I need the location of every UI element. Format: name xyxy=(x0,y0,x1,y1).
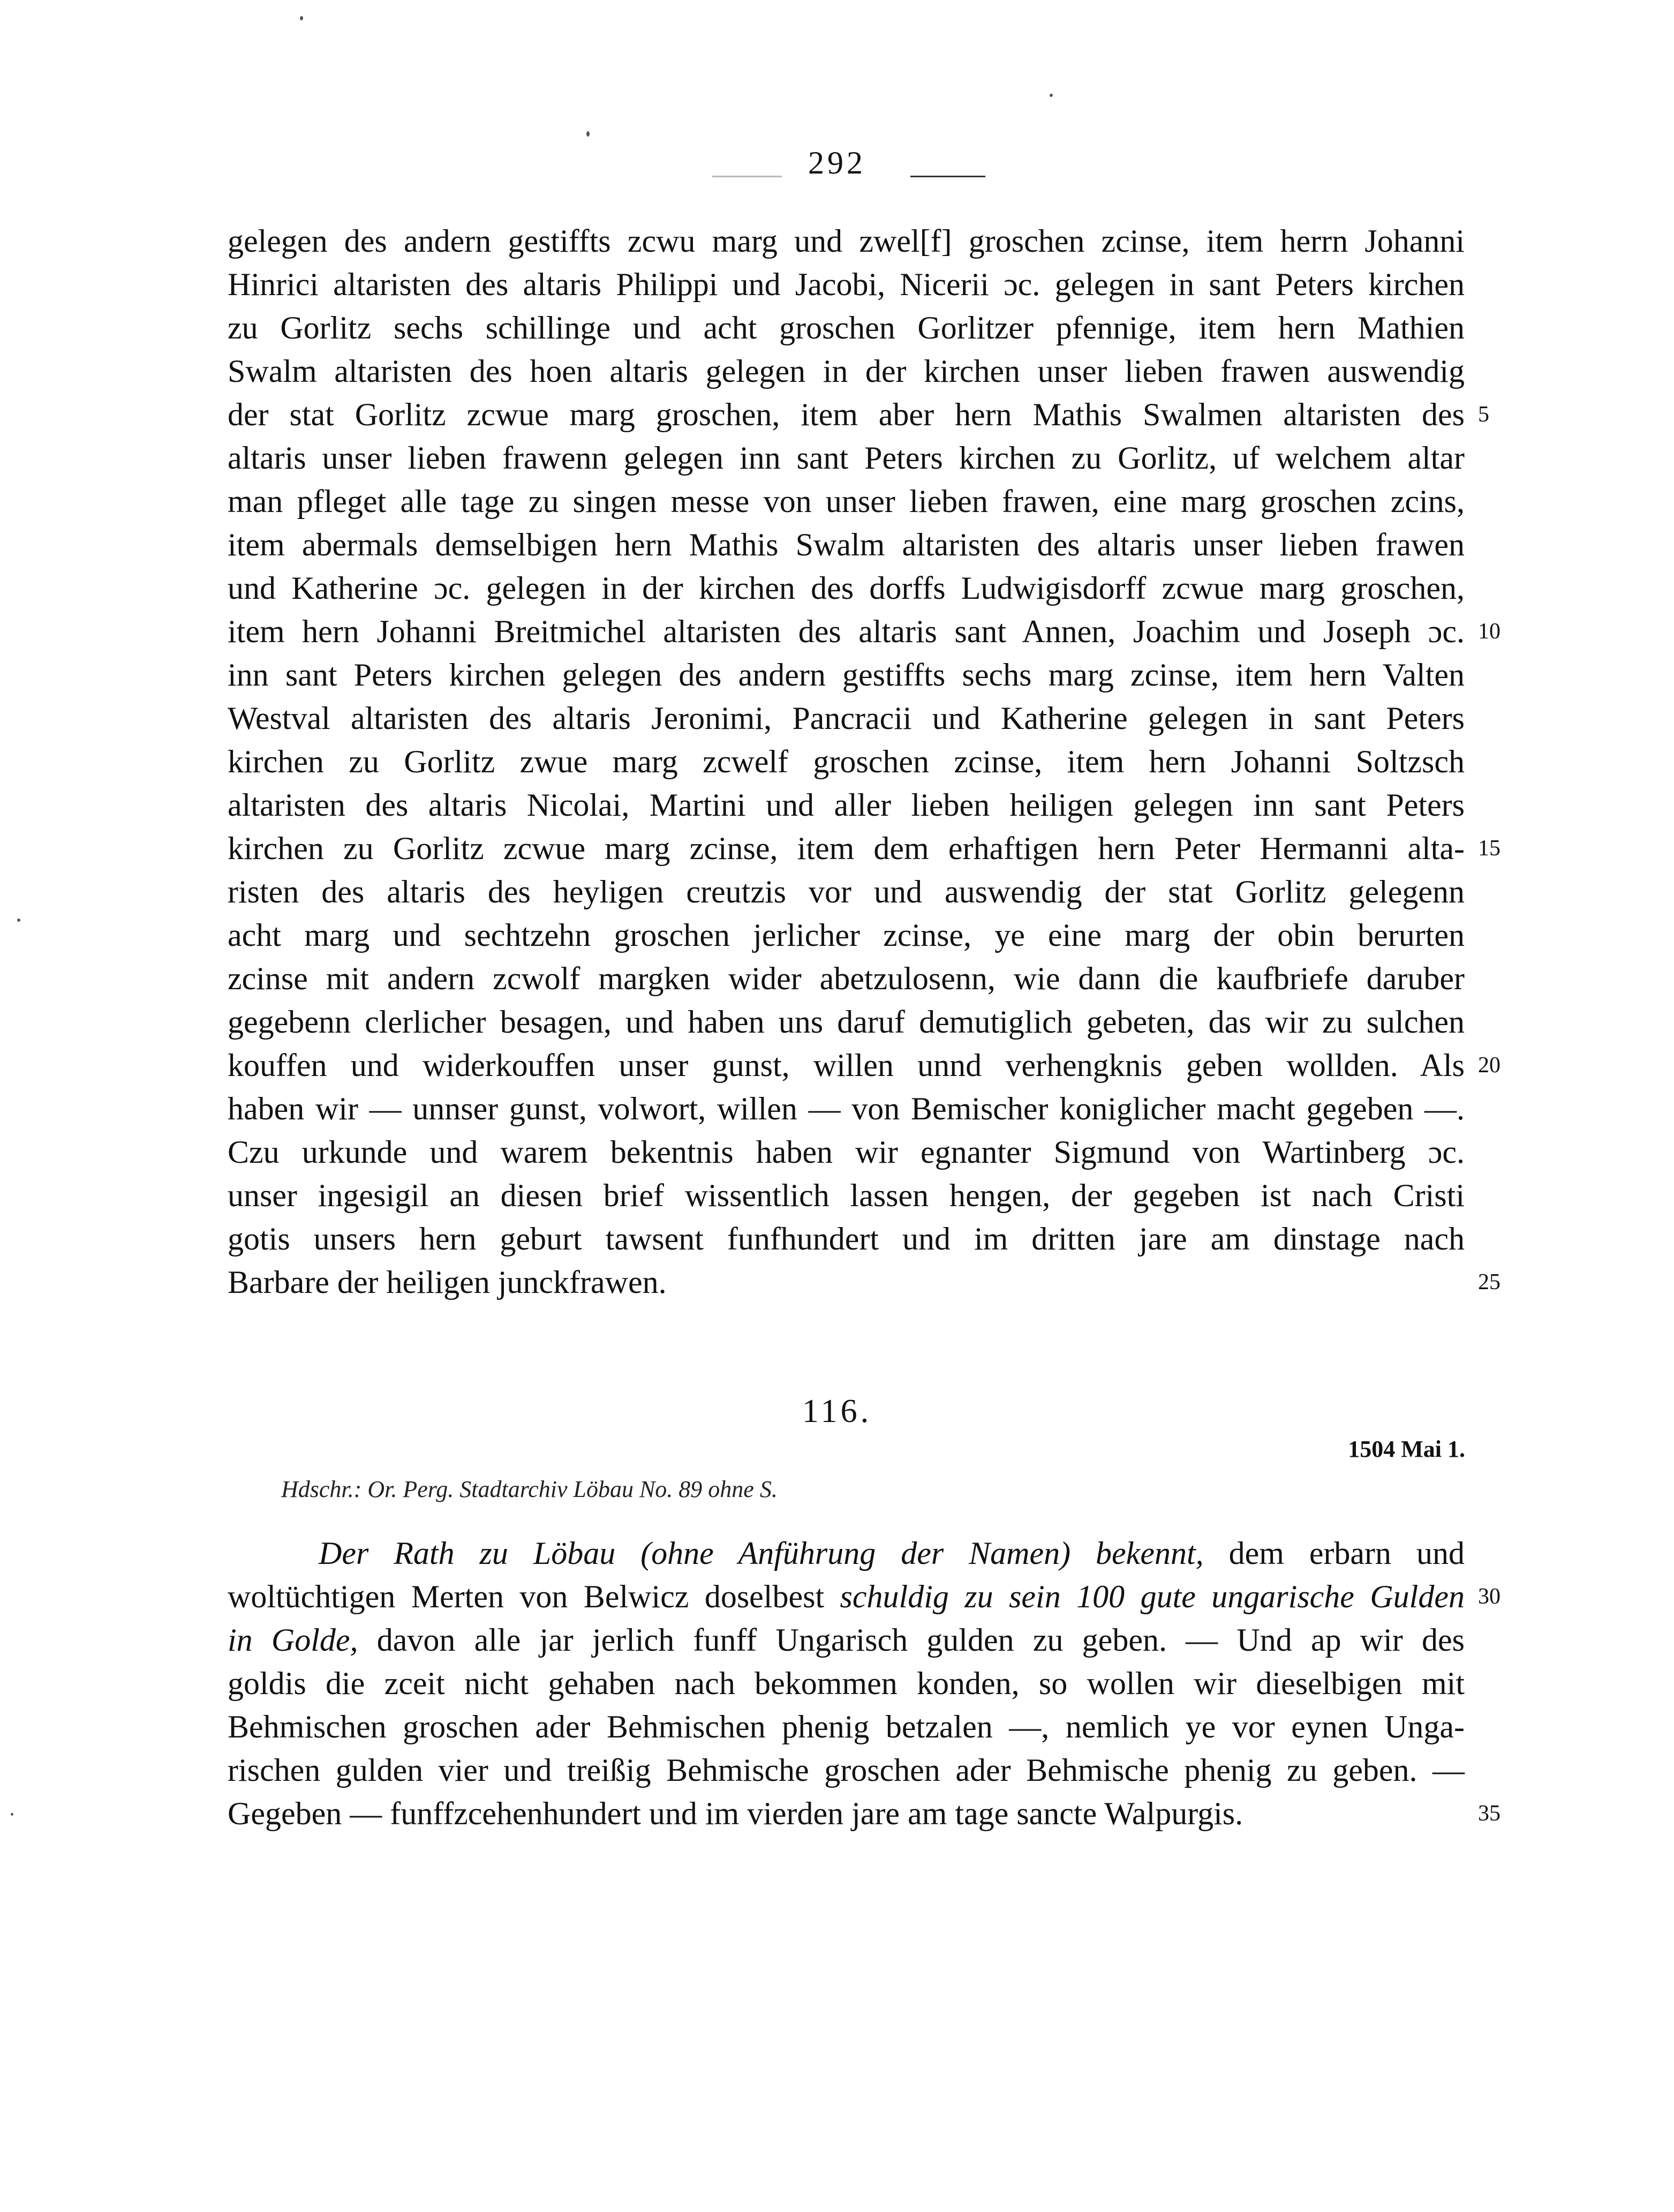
scan-speck xyxy=(1050,94,1053,97)
summary-line xyxy=(319,1532,1465,1575)
document-text-block xyxy=(228,1532,1465,1832)
margin-line-number: 15 xyxy=(1478,836,1500,861)
margin-line-number: 10 xyxy=(1478,619,1500,644)
text-line: item abermals demselbigen hern Mathis Swalm altaristen des altaris unser lieben frawen xyxy=(228,527,1465,562)
summary-text: davon alle jar jerlich funff Ungarisch gulden zu geben. — Und ap wir des xyxy=(358,1622,1465,1658)
continuation-text-block xyxy=(228,220,1465,1323)
summary-italic: Der Rath zu Löbau (ohne Anführung der Namen) bekennt, xyxy=(319,1536,1204,1571)
text-line: Czu urkunde und warem bekentnis haben wir egnanter Sigmund von Wartinberg ɔc. xyxy=(228,1134,1465,1170)
scan-speck xyxy=(11,1813,13,1816)
header-rule-right xyxy=(910,176,985,177)
margin-line-number: 20 xyxy=(1478,1053,1500,1078)
text-line: item hern Johanni Breitmichel altaristen des altaris sant Annen, Joachim und Joseph ɔc. xyxy=(228,614,1465,649)
text-line: kirchen zu Gorlitz zcwue marg zcinse, item dem erhaftigen hern Peter Hermanni alta- xyxy=(228,831,1465,866)
document-number: 116. xyxy=(802,1393,872,1429)
margin-line-number: 35 xyxy=(1478,1801,1500,1826)
text-line: man pfleget alle tage zu singen messe von unser lieben frawen, eine marg groschen zcins, xyxy=(228,484,1465,519)
text-line: zcinse mit andern zcwolf margken wider abetzulosenn, wie dann die kaufbriefe daruber xyxy=(228,961,1465,996)
text-line: Gegeben — funffzcehenhundert und im vierden jare am tage sancte Walpurgis. xyxy=(228,1796,1243,1831)
summary-text: dem erbarn und xyxy=(1203,1536,1465,1571)
text-line: kirchen zu Gorlitz zwue marg zcwelf groschen zcinse, item hern Johanni Soltzsch xyxy=(228,744,1465,779)
margin-line-number: 5 xyxy=(1478,402,1489,427)
source-note: Hdschr.: Or. Perg. Stadtarchiv Löbau No. 89 ohne S. xyxy=(281,1476,778,1502)
text-line: und Katherine ɔc. gelegen in der kirchen des dorffs Ludwigisdorff zcwue marg groschen, xyxy=(228,570,1465,606)
summary-line xyxy=(228,1619,1465,1661)
page-number: 292 xyxy=(808,145,866,180)
summary-line xyxy=(228,1575,1465,1618)
scan-speck xyxy=(300,16,303,20)
text-line: risten des altaris des heyligen creutzis vor und auswendig der stat Gorlitz gelegenn xyxy=(228,874,1465,909)
text-line: acht marg und sechtzehn groschen jerlicher zcinse, ye eine marg der obin berurten xyxy=(228,917,1465,953)
text-line: goldis die zceit nicht gehaben nach bekommen konden, so wollen wir dieselbigen mit xyxy=(228,1666,1465,1701)
margin-line-number: 25 xyxy=(1478,1270,1500,1295)
document-date: 1504 Mai 1. xyxy=(1348,1436,1465,1462)
text-line: zu Gorlitz sechs schillinge und acht groschen Gorlitzer pfennige, item hern Mathien xyxy=(228,310,1465,345)
text-line: haben wir — unnser gunst, volwort, willen — von Bemischer koniglicher macht gegeben —. xyxy=(228,1091,1465,1126)
text-line: kouffen und widerkouffen unser gunst, willen unnd verhengknis geben wollden. Als xyxy=(228,1048,1465,1083)
text-line: gegebenn clerlicher besagen, und haben uns daruf demutiglich gebeten, das wir zu sulchen xyxy=(228,1004,1465,1040)
text-line: der stat Gorlitz zcwue marg groschen, item aber hern Mathis Swalmen altaristen des xyxy=(228,397,1465,432)
scan-speck xyxy=(586,131,590,137)
text-line: inn sant Peters kirchen gelegen des andern gestiffts sechs marg zcinse, item hern Valten xyxy=(228,657,1465,693)
text-line: Behmischen groschen ader Behmischen phenig betzalen —, nemlich ye vor eynen Unga- xyxy=(228,1709,1465,1744)
scan-speck xyxy=(17,919,20,922)
margin-line-number: 30 xyxy=(1478,1584,1500,1609)
text-line: Hinrici altaristen des altaris Philippi und Jacobi, Nicerii ɔc. gelegen in sant Peters kirchen xyxy=(228,267,1465,302)
text-line: unser ingesigil an diesen brief wissentlich lassen hengen, der gegeben ist nach Cristi xyxy=(228,1178,1465,1213)
text-line: altaris unser lieben frawenn gelegen inn sant Peters kirchen zu Gorlitz, uf welchem altar xyxy=(228,440,1465,476)
text-line: Swalm altaristen des hoen altaris gelegen in der kirchen unser lieben frawen auswendig xyxy=(228,353,1465,389)
text-line: rischen gulden vier und treißig Behmische groschen ader Behmische phenig zu geben. — xyxy=(228,1752,1465,1788)
text-line: altaristen des altaris Nicolai, Martini und aller lieben heiligen gelegen inn sant Peters xyxy=(228,787,1465,823)
summary-italic: in Golde, xyxy=(228,1622,358,1658)
text-line: Westval altaristen des altaris Jeronimi, Pancracii und Katherine gelegen in sant Peters xyxy=(228,701,1465,736)
text-line: Barbare der heiligen junckfrawen. xyxy=(228,1265,667,1300)
summary-italic: schuldig zu sein 100 gute ungarische Gulden xyxy=(840,1579,1465,1614)
summary-text: woltüchtigen Merten von Belwicz doselbest xyxy=(228,1579,840,1614)
text-line: gelegen des andern gestiffts zcwu marg und zwel[f] groschen zcinse, item herrn Johanni xyxy=(228,223,1465,259)
text-line: gotis unsers hern geburt tawsent funfhundert und im dritten jare am dinstage nach xyxy=(228,1221,1465,1257)
